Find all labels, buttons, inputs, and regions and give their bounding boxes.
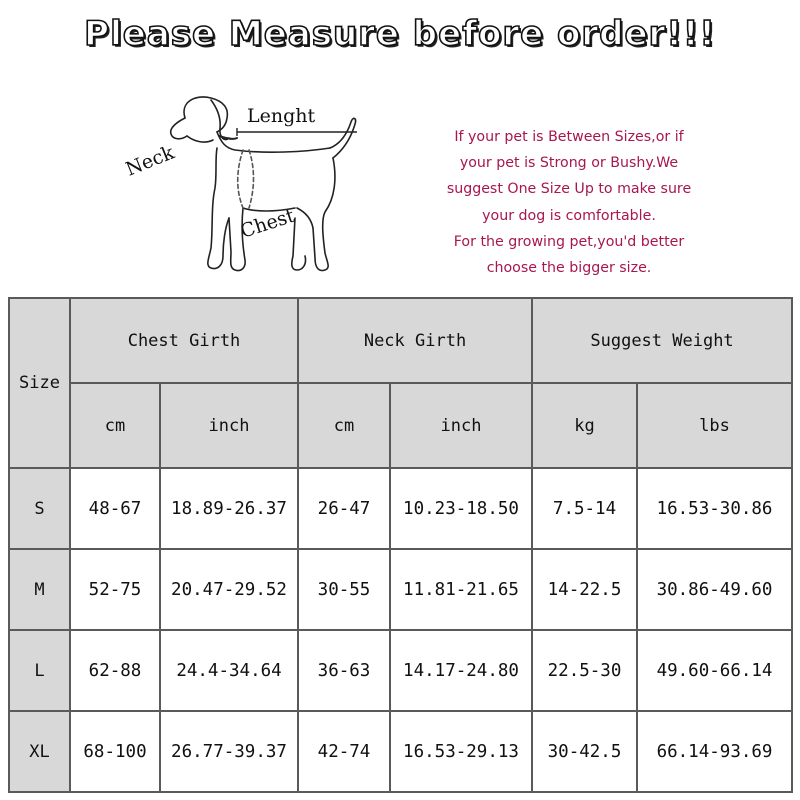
table-cell: 16.53-30.86: [637, 468, 792, 549]
chest-label: Chest: [237, 204, 298, 243]
unit-header: kg: [532, 383, 637, 468]
size-chart-table: [8, 297, 793, 793]
table-cell: 62-88: [70, 630, 160, 711]
table-cell: 52-75: [70, 549, 160, 630]
table-row: [9, 711, 792, 792]
note-line: your pet is Strong or Bushy.We: [459, 155, 679, 172]
unit-header: lbs: [637, 383, 792, 468]
note-line: If your pet is Between Sizes,or if: [454, 129, 684, 145]
page-title: Please Measure before order!!!: [84, 14, 716, 54]
unit-header: cm: [70, 383, 160, 468]
table-cell: 42-74: [298, 711, 390, 792]
size-column-header: Size: [9, 298, 70, 468]
dog-outline-icon: [125, 88, 370, 278]
sizing-advice-note: [410, 124, 728, 281]
table-row: [9, 549, 792, 630]
table-cell: 36-63: [298, 630, 390, 711]
neck-girth-header: Neck Girth: [298, 298, 532, 383]
table-cell: 11.81-21.65: [390, 549, 532, 630]
size-cell: XL: [9, 711, 70, 792]
chest-girth-header: Chest Girth: [70, 298, 298, 383]
unit-header: inch: [160, 383, 298, 468]
neck-label: Neck: [125, 141, 178, 181]
table-cell: 22.5-30: [532, 630, 637, 711]
dog-measurement-diagram: [125, 88, 370, 278]
note-line: suggest One Size Up to make sure: [446, 181, 692, 198]
table-cell: 24.4-34.64: [160, 630, 298, 711]
table-cell: 30.86-49.60: [637, 549, 792, 630]
size-cell: M: [9, 549, 70, 630]
table-row: [9, 468, 792, 549]
note-line: For the growing pet,you'd better: [453, 233, 685, 250]
table-cell: 26.77-39.37: [160, 711, 298, 792]
table-row: [9, 630, 792, 711]
unit-header: cm: [298, 383, 390, 468]
table-cell: 7.5-14: [532, 468, 637, 549]
unit-header: inch: [390, 383, 532, 468]
note-line: your dog is comfortable.: [482, 207, 656, 224]
table-cell: 10.23-18.50: [390, 468, 532, 549]
suggest-weight-header: Suggest Weight: [532, 298, 792, 383]
table-cell: 66.14-93.69: [637, 711, 792, 792]
table-cell: 14-22.5: [532, 549, 637, 630]
size-cell: L: [9, 630, 70, 711]
size-cell: S: [9, 468, 70, 549]
table-cell: 26-47: [298, 468, 390, 549]
table-cell: 68-100: [70, 711, 160, 792]
table-cell: 30-55: [298, 549, 390, 630]
table-cell: 48-67: [70, 468, 160, 549]
table-cell: 49.60-66.14: [637, 630, 792, 711]
table-cell: 16.53-29.13: [390, 711, 532, 792]
note-line: choose the bigger size.: [486, 260, 652, 277]
table-cell: 20.47-29.52: [160, 549, 298, 630]
table-cell: 14.17-24.80: [390, 630, 532, 711]
table-cell: 18.89-26.37: [160, 468, 298, 549]
table-cell: 30-42.5: [532, 711, 637, 792]
length-label: Lenght: [247, 105, 316, 127]
